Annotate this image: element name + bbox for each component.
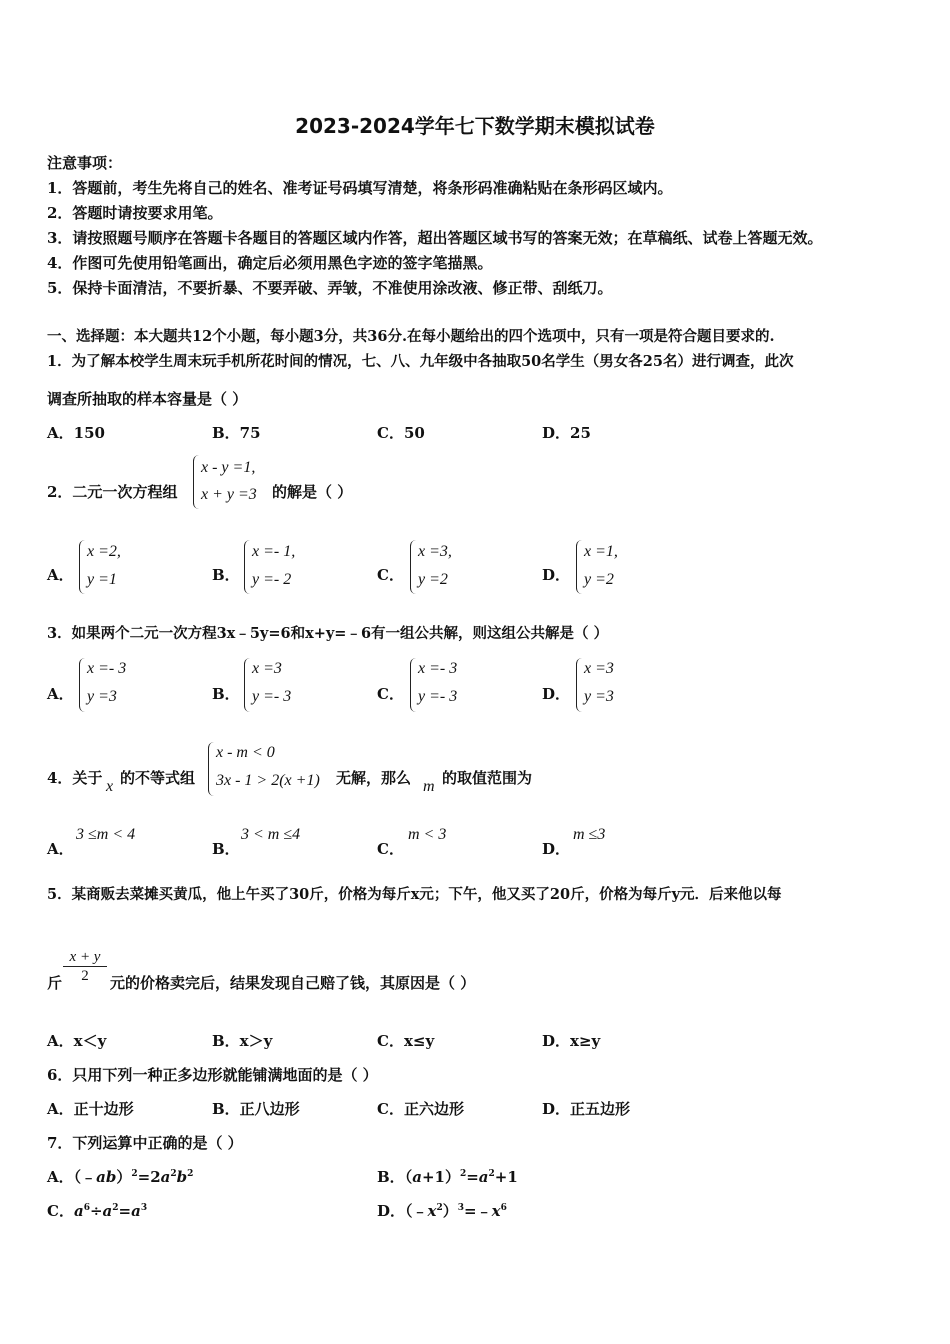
q4-option-d-label[interactable]: D． <box>542 840 571 858</box>
notice-item-3: 3．请按照题号顺序在答题卡各题目的答题区域内作答，超出答题区域书写的答案无效；在草稿纸、试卷上答题无效。 <box>47 229 823 247</box>
q2-option-c-system[interactable] <box>410 540 480 596</box>
q4-option-d-expr[interactable]: m ≤3 <box>573 826 606 843</box>
q5-option-a[interactable]: A．x＜y <box>47 1032 107 1050</box>
q2-option-d-eq1: x =1, <box>584 543 618 560</box>
q7-option-a[interactable]: A．$(﹣ab)^2=2a^2b^2$ <box>47 1168 194 1186</box>
q3-stem: 3．如果两个二元一次方程3x﹣5y=6和x+y=﹣6有一组公共解，则这组公共解是（ ） <box>47 625 609 642</box>
q6-option-a[interactable]: A．正十边形 <box>47 1100 134 1118</box>
q1-option-d[interactable]: D．25 <box>542 424 591 442</box>
notice-heading: 注意事项： <box>47 154 123 172</box>
q2-equation-1: x - y =1, <box>201 459 256 476</box>
q4-option-b-expr[interactable]: 3 < m ≤4 <box>241 826 301 843</box>
page-title: 2023-2024学年七下数学期末模拟试卷 <box>295 114 655 138</box>
q5-stem-prefix: 斤 <box>47 974 63 992</box>
q7-option-c-label: C． <box>47 1202 74 1220</box>
q4-stem-suffix2: 的取值范围为 <box>442 769 533 787</box>
q5-option-d[interactable]: D．x≥y <box>542 1032 601 1050</box>
section-heading: 一、选择题：本大题共12个小题，每小题3分，共36分.在每小题给出的四个选项中，只有一项是符合题目要求的. <box>47 328 775 345</box>
q5-fraction-numerator: x + y <box>63 948 107 967</box>
q4-stem-suffix1: 无解，那么 <box>336 769 412 787</box>
q4-option-c-expr[interactable]: m < 3 <box>408 826 447 843</box>
q3-option-c-system[interactable] <box>410 658 490 714</box>
q5-stem-line1: 5．某商贩去菜摊买黄瓜，他上午买了30斤，价格为每斤x元；下午，他又买了20斤，价格为每斤y元．后来他以每 <box>47 886 782 903</box>
q2-option-c-eq1: x =3, <box>418 543 452 560</box>
q4-inequality-1: x - m < 0 <box>216 744 275 761</box>
q1-stem-line2: 调查所抽取的样本容量是（ ） <box>47 390 248 408</box>
q4-option-a-label[interactable]: A． <box>47 840 74 858</box>
q2-stem-suffix: 的解是（ ） <box>272 483 353 501</box>
q2-option-b-system[interactable] <box>244 540 324 596</box>
q3-option-c-label[interactable]: C． <box>377 685 404 703</box>
q3-option-d-label[interactable]: D． <box>542 685 571 703</box>
q5-fraction <box>63 948 107 985</box>
q4-inequality-2: 3x - 1 > 2(x +1) <box>216 772 320 789</box>
q3-option-b-label[interactable]: B． <box>212 685 240 703</box>
q7-option-d-label: D． <box>377 1202 406 1220</box>
q3-option-d-system[interactable] <box>576 658 646 714</box>
notice-item-1: 1．答题前，考生先将自己的姓名、准考证号码填写清楚，将条形码准确粘贴在条形码区域内。 <box>47 179 673 197</box>
q2-option-b-label[interactable]: B． <box>212 566 240 584</box>
q6-option-c[interactable]: C．正六边形 <box>377 1100 464 1118</box>
q4-var-x: x <box>106 778 114 795</box>
notice-item-4: 4．作图可先使用铅笔画出，确定后必须用黑色字迹的签字笔描黑。 <box>47 254 493 272</box>
q2-option-a-eq1: x =2, <box>87 543 121 560</box>
q7-option-b[interactable]: B．$(a+1)^2=a^2+1$ <box>377 1168 518 1186</box>
q2-option-a-system[interactable] <box>79 540 149 596</box>
q3-option-b-system[interactable] <box>244 658 314 714</box>
q2-option-a-eq2: y =1 <box>87 571 117 588</box>
q6-option-d[interactable]: D．正五边形 <box>542 1100 631 1118</box>
q2-option-c-label[interactable]: C． <box>377 566 404 584</box>
q1-option-b[interactable]: B．75 <box>212 424 261 442</box>
q2-option-b-eq1: x =- 1, <box>252 543 296 560</box>
q5-option-c[interactable]: C．x≤y <box>377 1032 435 1050</box>
q2-option-a-label[interactable]: A． <box>47 566 74 584</box>
notice-item-2: 2．答题时请按要求用笔。 <box>47 204 223 222</box>
q4-option-a-expr[interactable]: 3 ≤m < 4 <box>76 826 136 843</box>
q4-option-c-label[interactable]: C． <box>377 840 404 858</box>
q7-option-c[interactable]: C．$a^6\div a^2=a^3$ <box>47 1202 148 1220</box>
q3-option-c-eq1: x =- 3 <box>418 660 458 677</box>
q2-equation-2: x + y =3 <box>201 486 257 503</box>
q7-option-a-label: A． <box>47 1168 74 1186</box>
q6-stem: 6．只用下列一种正多边形就能铺满地面的是（ ） <box>47 1066 378 1084</box>
q2-equation-system <box>193 455 273 511</box>
notice-item-5: 5．保持卡面清洁，不要折暴、不要弄破、弄皱，不准使用涂改液、修正带、刮纸刀。 <box>47 279 613 297</box>
q6-option-b[interactable]: B．正八边形 <box>212 1100 300 1118</box>
q3-option-a-eq1: x =- 3 <box>87 660 127 677</box>
q2-option-b-eq2: y =- 2 <box>252 571 292 588</box>
q7-option-d[interactable]: D．$(﹣x^2)^3=﹣x^6$ <box>377 1202 507 1220</box>
q2-option-d-eq2: y =2 <box>584 571 614 588</box>
q2-stem-prefix: 2．二元一次方程组 <box>47 483 178 501</box>
q2-option-d-label[interactable]: D． <box>542 566 571 584</box>
q2-option-d-system[interactable] <box>576 540 646 596</box>
q5-option-b[interactable]: B．x＞y <box>212 1032 273 1050</box>
q3-option-d-eq1: x =3 <box>584 660 614 677</box>
q4-inequality-system <box>208 742 338 798</box>
q4-stem-mid: 的不等式组 <box>120 769 196 787</box>
q4-var-m: m <box>423 778 435 795</box>
q3-option-c-eq2: y =- 3 <box>418 688 458 705</box>
q1-option-a[interactable]: A．150 <box>47 424 105 442</box>
q3-option-b-eq1: x =3 <box>252 660 282 677</box>
q2-option-c-eq2: y =2 <box>418 571 448 588</box>
q3-option-a-eq2: y =3 <box>87 688 117 705</box>
q5-stem-suffix: 元的价格卖完后，结果发现自己赔了钱，其原因是（ ） <box>110 974 476 992</box>
q7-option-b-label: B． <box>377 1168 405 1186</box>
q3-option-a-system[interactable] <box>79 658 149 714</box>
q4-stem-prefix: 4．关于 <box>47 769 103 787</box>
q5-fraction-denominator: 2 <box>81 968 89 984</box>
q3-option-d-eq2: y =3 <box>584 688 614 705</box>
q3-option-a-label[interactable]: A． <box>47 685 74 703</box>
q1-option-c[interactable]: C．50 <box>377 424 425 442</box>
q7-stem: 7．下列运算中正确的是（ ） <box>47 1134 243 1152</box>
q4-option-b-label[interactable]: B． <box>212 840 240 858</box>
q1-stem-line1: 1．为了解本校学生周末玩手机所花时间的情况，七、八、九年级中各抽取50名学生（男女各25名）进行调查，此次 <box>47 353 794 370</box>
q3-option-b-eq2: y =- 3 <box>252 688 292 705</box>
